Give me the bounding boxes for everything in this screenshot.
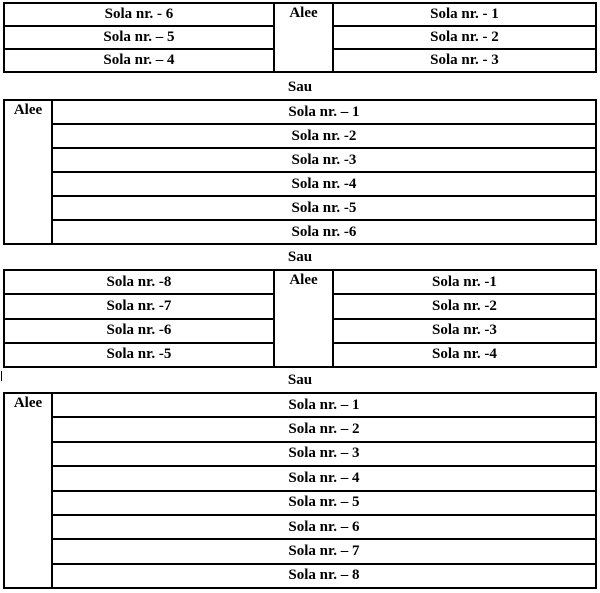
alee-cell: Alee: [274, 3, 333, 72]
table-row: [4, 148, 596, 172]
sola-cell: Sola nr. -6: [52, 220, 596, 244]
separator-sau-3: Sau: [287, 372, 313, 388]
sola-cell: Sola nr. -3: [52, 148, 596, 172]
alee-cell: Alee: [274, 270, 333, 367]
table-row: [4, 124, 596, 148]
table-row: [4, 564, 596, 588]
sola-cell-left: Sola nr. -8: [4, 270, 274, 294]
layout-block-2: [3, 99, 595, 245]
sola-cell: Sola nr. – 3: [52, 442, 596, 466]
sola-cell: Sola nr. – 8: [52, 564, 596, 588]
table-row: [4, 3, 596, 26]
layout-block-3: [3, 269, 595, 368]
sola-cell-left: Sola nr. – 5: [4, 26, 274, 49]
sola-cell-left: Sola nr. – 4: [4, 49, 274, 72]
sola-cell: Sola nr. -4: [52, 172, 596, 196]
sola-cell: Sola nr. – 4: [52, 466, 596, 490]
sola-cell: Sola nr. – 1: [52, 100, 596, 124]
table-row: [4, 100, 596, 124]
table-row: [4, 491, 596, 515]
table-row: [4, 466, 596, 490]
sola-cell-right: Sola nr. - 2: [333, 26, 596, 49]
sola-cell: Sola nr. – 1: [52, 393, 596, 417]
sola-cell: Sola nr. – 6: [52, 515, 596, 539]
sola-cell-right: Sola nr. -1: [333, 270, 596, 294]
sola-cell-left: Sola nr. -5: [4, 343, 274, 367]
sola-cell-right: Sola nr. -3: [333, 319, 596, 343]
table-row: [4, 539, 596, 563]
sola-cell-left: Sola nr. - 6: [4, 3, 274, 26]
table-row: [4, 196, 596, 220]
table-row: [4, 172, 596, 196]
layout-table-1: [3, 2, 597, 73]
layout-table-4: [3, 392, 597, 589]
table-row: [4, 393, 596, 417]
table-row: [4, 442, 596, 466]
alee-cell: Alee: [4, 100, 52, 244]
sola-cell-left: Sola nr. -6: [4, 319, 274, 343]
layout-block-1: [3, 2, 595, 73]
layout-table-2: [3, 99, 597, 245]
separator-sau-1: Sau: [287, 79, 313, 95]
table-row: [4, 417, 596, 441]
sola-cell: Sola nr. – 2: [52, 417, 596, 441]
layout-table-3: [3, 269, 597, 368]
sola-cell-left: Sola nr. -7: [4, 294, 274, 318]
separator-sau-2: Sau: [287, 249, 313, 265]
table-row: [4, 515, 596, 539]
sola-cell-right: Sola nr. - 1: [333, 3, 596, 26]
alee-cell: Alee: [4, 393, 52, 588]
sola-cell-right: Sola nr. - 3: [333, 49, 596, 72]
sola-cell: Sola nr. -5: [52, 196, 596, 220]
layout-block-4: [3, 392, 595, 589]
table-row: [4, 270, 596, 294]
sola-cell-right: Sola nr. -4: [333, 343, 596, 367]
sola-cell: Sola nr. – 7: [52, 539, 596, 563]
table-row: [4, 220, 596, 244]
sola-cell-right: Sola nr. -2: [333, 294, 596, 318]
sola-cell: Sola nr. – 5: [52, 491, 596, 515]
sola-cell: Sola nr. -2: [52, 124, 596, 148]
